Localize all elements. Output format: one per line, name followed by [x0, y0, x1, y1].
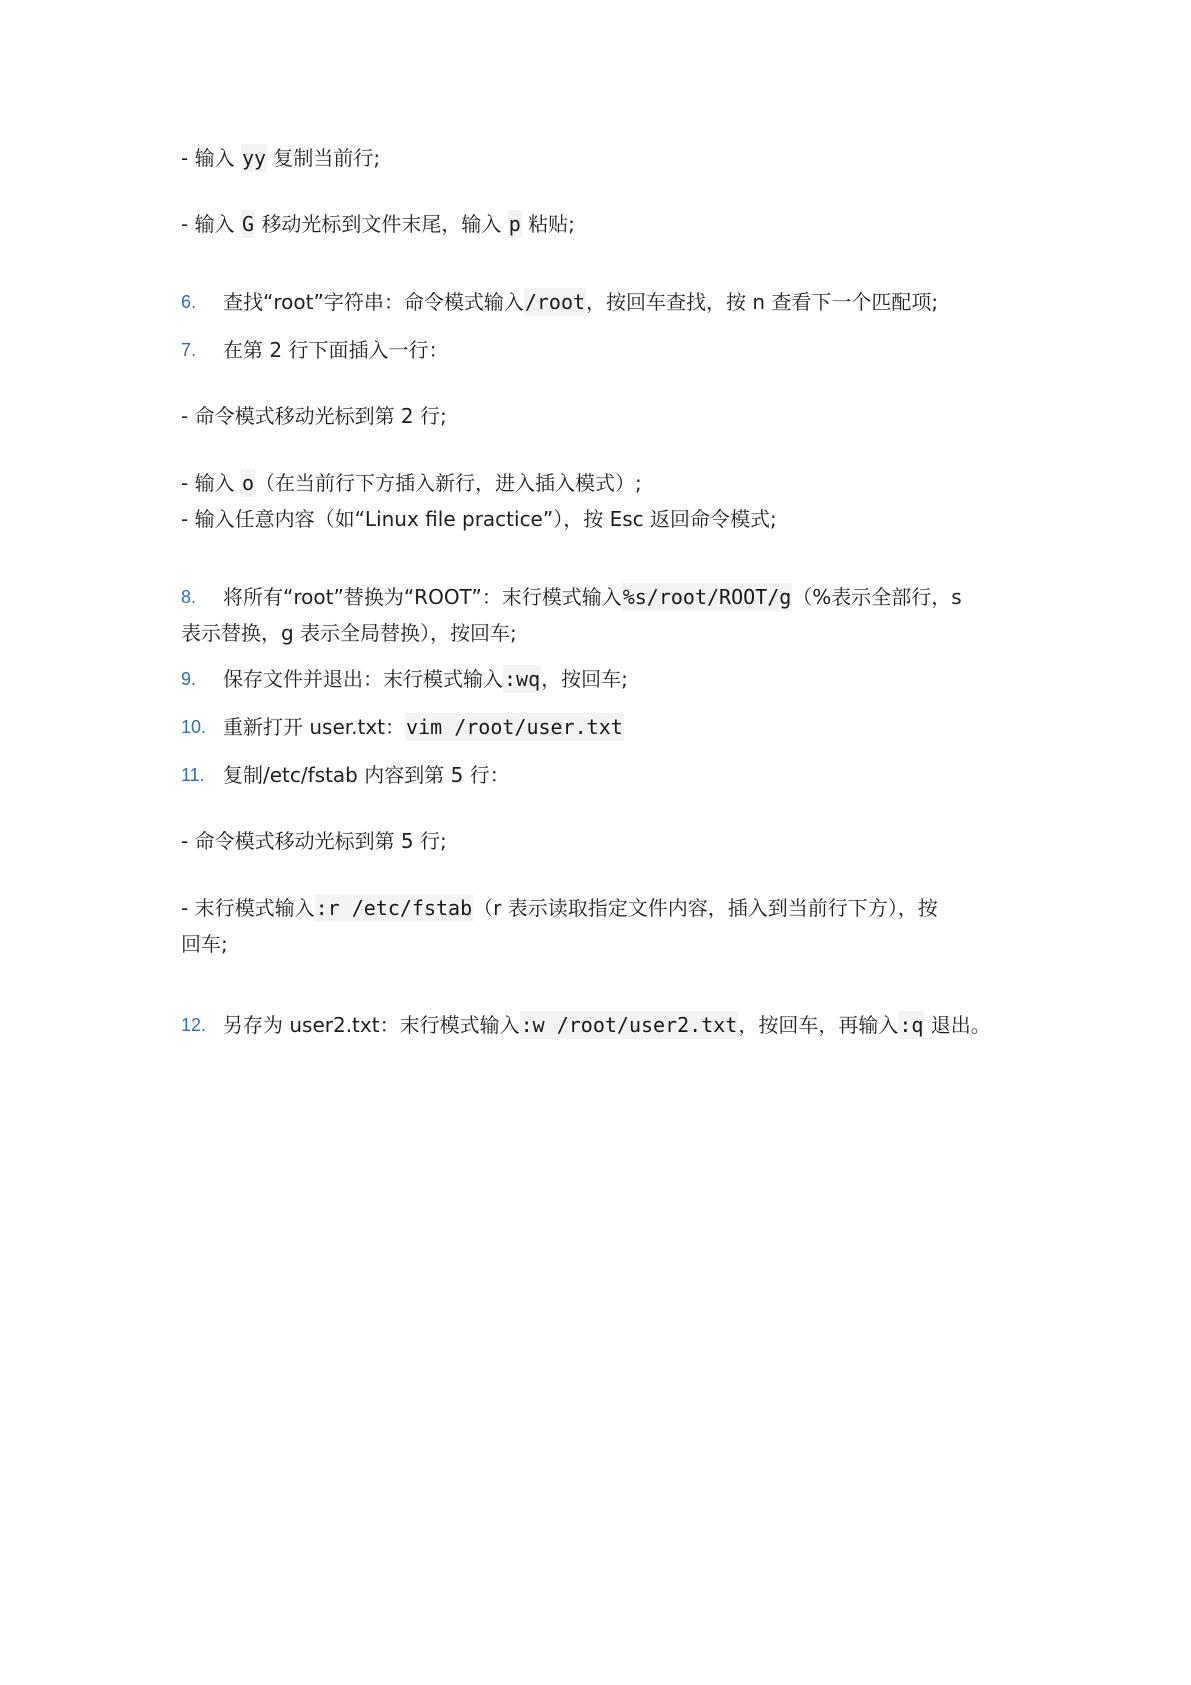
text: - 输入: [181, 212, 241, 236]
text: 回车;: [181, 932, 228, 956]
text: ，按回车查找，按 n 查看下一个匹配项;: [586, 290, 939, 314]
step-paste-line: [181, 210, 1061, 238]
list-number: 7.: [181, 340, 197, 360]
text: （r 表示读取指定文件内容，插入到当前行下方），按: [473, 896, 938, 920]
list-number: 6.: [181, 292, 197, 312]
list-number: 11.: [181, 765, 205, 785]
step-move-line-5: [181, 827, 1061, 855]
text: - 输入: [181, 471, 241, 495]
text: 复制/etc/fstab 内容到第 5 行：: [223, 763, 510, 787]
code-substitute: %s/root/ROOT/g: [622, 585, 792, 609]
text: ，按回车;: [541, 667, 628, 691]
code-p: p: [508, 212, 521, 236]
text: 表示替换，g 表示全局替换），按回车;: [181, 621, 517, 645]
text: （在当前行下方插入新行，进入插入模式）;: [254, 471, 642, 495]
text: - 命令模式移动光标到第 5 行;: [181, 829, 447, 853]
text: 保存文件并退出：末行模式输入: [223, 667, 503, 691]
text: 复制当前行;: [267, 146, 381, 170]
step-type-content: [181, 505, 1061, 533]
code-q: :q: [899, 1013, 924, 1037]
code-read-fstab: :r /etc/fstab: [315, 896, 473, 920]
text: 重新打开 user.txt：: [223, 715, 406, 739]
code-root-search: /root: [524, 290, 586, 314]
step-read-fstab: [181, 894, 1061, 922]
step-insert-o: [181, 469, 1061, 497]
list-number: 10.: [181, 717, 207, 737]
code-yy: yy: [241, 146, 267, 170]
list-number: 8.: [181, 587, 197, 607]
text: 退出。: [924, 1013, 991, 1037]
step-move-line-2: [181, 402, 1061, 430]
text: - 输入: [181, 146, 241, 170]
code-vim-open: vim /root/user.txt: [406, 715, 623, 739]
code-write-user2: :w /root/user2.txt: [520, 1013, 738, 1037]
text: ，按回车，再输入: [738, 1013, 899, 1037]
text: （%表示全部行，s: [792, 585, 962, 609]
text: 将所有“root”替换为“ROOT”：末行模式输入: [223, 585, 622, 609]
list-number: 12.: [181, 1015, 207, 1035]
text: - 命令模式移动光标到第 2 行;: [181, 404, 447, 428]
step-copy-line: [181, 144, 1061, 172]
text: 查找“root”字符串：命令模式输入: [223, 290, 524, 314]
text: - 输入任意内容（如“Linux file practice”），按 Esc 返回命令模式;: [181, 507, 777, 531]
code-G: G: [241, 212, 254, 236]
code-o: o: [241, 471, 254, 495]
text: - 末行模式输入: [181, 896, 315, 920]
step-read-fstab-continued: [181, 930, 1061, 958]
list-number: 9.: [181, 669, 197, 689]
text: 在第 2 行下面插入一行：: [223, 338, 449, 362]
code-wq: :wq: [504, 667, 541, 691]
text: 移动光标到文件末尾，输入: [254, 212, 508, 236]
text: 粘贴;: [521, 212, 575, 236]
list-item-8-continued: [181, 619, 1061, 647]
text: 另存为 user2.txt：末行模式输入: [223, 1013, 520, 1037]
